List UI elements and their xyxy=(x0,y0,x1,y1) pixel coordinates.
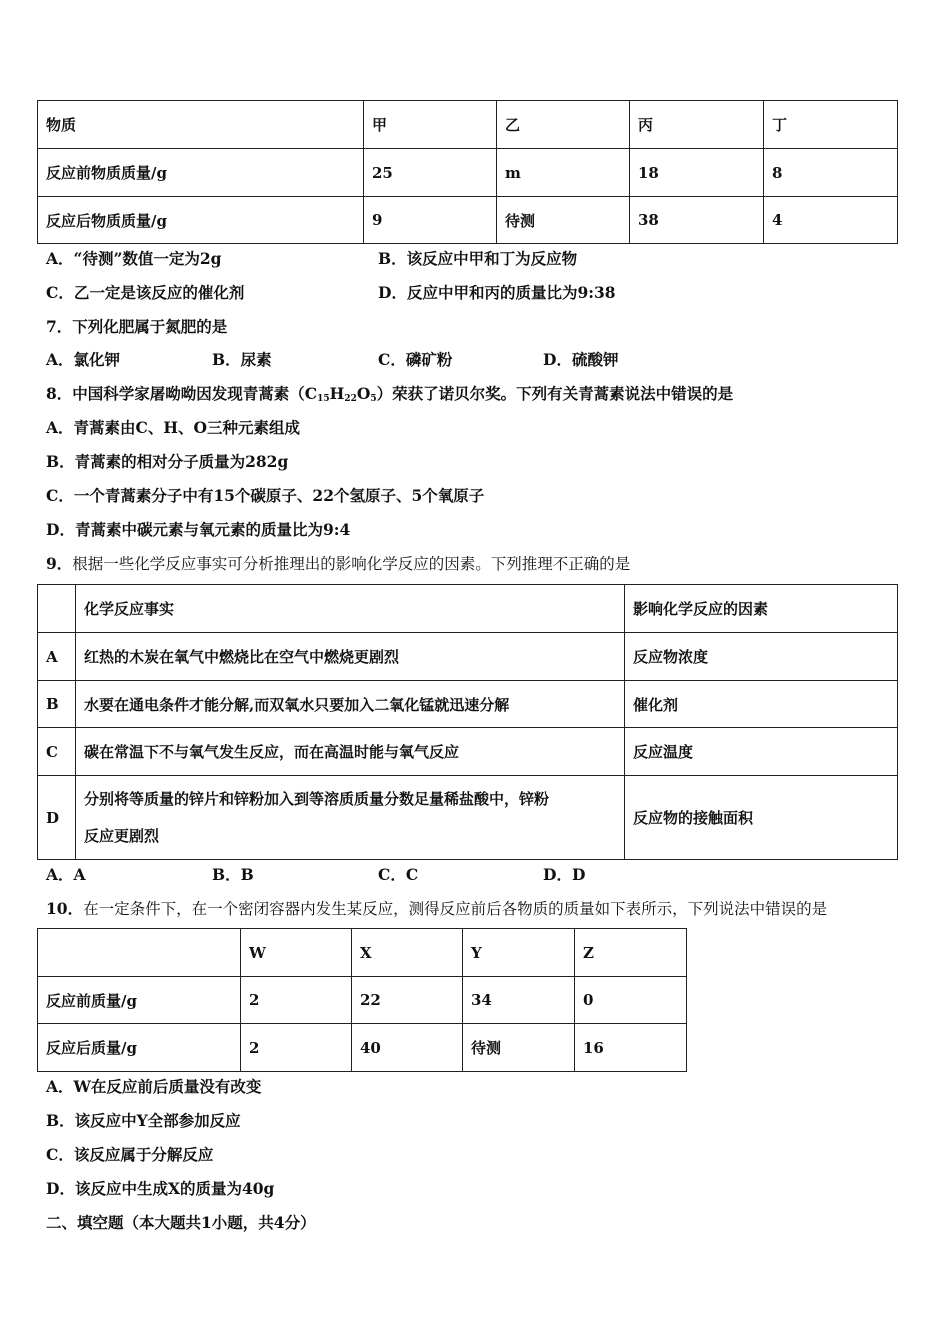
q7-option-b: B．尿素 xyxy=(212,350,272,369)
table-cell: 反应温度 xyxy=(625,728,898,776)
table-reaction-factors xyxy=(37,584,898,860)
table-cell xyxy=(76,776,625,860)
table-cell: 反应物的接触面积 xyxy=(625,776,898,860)
table-cell: 红热的木炭在氧气中燃烧比在空气中燃烧更剧烈 xyxy=(76,633,625,681)
table-cell: 22 xyxy=(352,977,463,1024)
q7-stem: 7．下列化肥属于氮肥的是 xyxy=(46,317,228,336)
table-cell: 2 xyxy=(241,977,352,1024)
table-cell xyxy=(38,585,76,633)
q10-option-a: A．W在反应前后质量没有改变 xyxy=(46,1077,262,1096)
table-cell: C xyxy=(38,728,76,776)
table-cell: 甲 xyxy=(364,101,497,149)
table-cell: 16 xyxy=(575,1024,687,1072)
q8-stem xyxy=(46,382,733,404)
table-row xyxy=(38,149,898,197)
q7-option-d: D．硫酸钾 xyxy=(543,350,619,369)
q6-option-d: D．反应中甲和丙的质量比为9:38 xyxy=(378,283,616,302)
table-row xyxy=(38,1024,687,1072)
table-row xyxy=(38,197,898,244)
section-title: 二、填空题（本大题共1小题，共4分） xyxy=(46,1213,316,1232)
q6-option-a: A．“待测”数值一定为2g xyxy=(46,249,222,268)
q8-sub-h: 22 xyxy=(344,394,357,404)
q9-stem xyxy=(46,552,630,574)
table-cell: 18 xyxy=(630,149,764,197)
table-header-row xyxy=(38,585,898,633)
q6-option-c: C．乙一定是该反应的催化剂 xyxy=(46,283,245,302)
q8-sub-o: 5 xyxy=(370,394,377,404)
table-cell: X xyxy=(352,929,463,977)
table-cell: 0 xyxy=(575,977,687,1024)
table-cell: 8 xyxy=(764,149,898,197)
table-cell xyxy=(38,929,241,977)
table-header-row xyxy=(38,929,687,977)
table-header-row xyxy=(38,101,898,149)
table-row xyxy=(38,776,898,860)
table-cell: 反应前质量/g xyxy=(38,977,241,1024)
q9-option-b: B．B xyxy=(212,865,254,884)
q8-option-d: D．青蒿素中碳元素与氧元素的质量比为9:4 xyxy=(46,520,351,539)
q9-option-a: A．A xyxy=(46,865,86,884)
q7-option-c: C．磷矿粉 xyxy=(378,350,453,369)
fact-line-2: 反应更剧烈 xyxy=(84,826,160,845)
table-cell: 乙 xyxy=(497,101,630,149)
table-cell: 碳在常温下不与氧气发生反应，而在高温时能与氧气反应 xyxy=(76,728,625,776)
q8-option-c: C．一个青蒿素分子中有15个碳原子、22个氢原子、5个氧原子 xyxy=(46,486,485,505)
table-substance-mass xyxy=(37,100,898,244)
table-wxyz-mass xyxy=(37,928,687,1072)
q9-stem-text: 根据一些化学反应事实可分析推理出的影响化学反应的因素。下列推理不正确的是 xyxy=(72,555,631,573)
table-row xyxy=(38,681,898,728)
table-cell: 丁 xyxy=(764,101,898,149)
table-cell: 25 xyxy=(364,149,497,197)
q9-option-c: C．C xyxy=(378,865,419,884)
table-cell: 丙 xyxy=(630,101,764,149)
table-row xyxy=(38,728,898,776)
q8-stem-before: 8．中国科学家屠呦呦因发现青蒿素（C xyxy=(46,384,318,403)
table-cell: D xyxy=(38,776,76,860)
q9-number: 9． xyxy=(46,554,73,573)
table-cell: 40 xyxy=(352,1024,463,1072)
q10-stem-text: 在一定条件下，在一个密闭容器内发生某反应，测得反应前后各物质的质量如下表所示，下列说法中错误的是 xyxy=(83,900,828,918)
table-cell: 反应后物质质量/g xyxy=(38,197,364,244)
q10-number: 10． xyxy=(46,899,84,918)
q10-option-d: D．该反应中生成X的质量为40g xyxy=(46,1179,275,1198)
q8-h: H xyxy=(329,384,345,403)
table-cell: W xyxy=(241,929,352,977)
q10-stem xyxy=(46,897,827,919)
table-cell: 物质 xyxy=(38,101,364,149)
q8-option-a: A．青蒿素由C、H、O三种元素组成 xyxy=(46,418,301,437)
table-cell: 待测 xyxy=(463,1024,575,1072)
q8-sub-c: 15 xyxy=(317,394,330,404)
table-row xyxy=(38,977,687,1024)
table-cell: 反应物浓度 xyxy=(625,633,898,681)
table-row xyxy=(38,633,898,681)
table-cell: 待测 xyxy=(497,197,630,244)
q7-option-a: A．氯化钾 xyxy=(46,350,121,369)
table-cell: 4 xyxy=(764,197,898,244)
q6-option-b: B．该反应中甲和丁为反应物 xyxy=(378,249,578,268)
q10-option-c: C．该反应属于分解反应 xyxy=(46,1145,214,1164)
table-cell: 9 xyxy=(364,197,497,244)
table-cell: 反应前物质质量/g xyxy=(38,149,364,197)
table-cell: Z xyxy=(575,929,687,977)
q8-o: O xyxy=(356,384,371,403)
table-cell: 水要在通电条件才能分解,而双氧水只要加入二氧化锰就迅速分解 xyxy=(76,681,625,728)
table-cell: 影响化学反应的因素 xyxy=(625,585,898,633)
table-cell: 反应后质量/g xyxy=(38,1024,241,1072)
q10-option-b: B．该反应中Y全部参加反应 xyxy=(46,1111,241,1130)
table-cell: 34 xyxy=(463,977,575,1024)
table-cell: 2 xyxy=(241,1024,352,1072)
table-cell: Y xyxy=(463,929,575,977)
table-cell: 38 xyxy=(630,197,764,244)
table-cell: A xyxy=(38,633,76,681)
q8-option-b: B．青蒿素的相对分子质量为282g xyxy=(46,452,289,471)
table-cell: 化学反应事实 xyxy=(76,585,625,633)
q9-option-d: D．D xyxy=(543,865,586,884)
table-cell: B xyxy=(38,681,76,728)
q8-stem-after: ）荣获了诺贝尔奖。下列有关青蒿素说法中错误的是 xyxy=(376,384,734,403)
table-cell: m xyxy=(497,149,630,197)
fact-line-1: 分别将等质量的锌片和锌粉加入到等溶质质量分数足量稀盐酸中，锌粉 xyxy=(84,789,550,808)
table-cell: 催化剂 xyxy=(625,681,898,728)
